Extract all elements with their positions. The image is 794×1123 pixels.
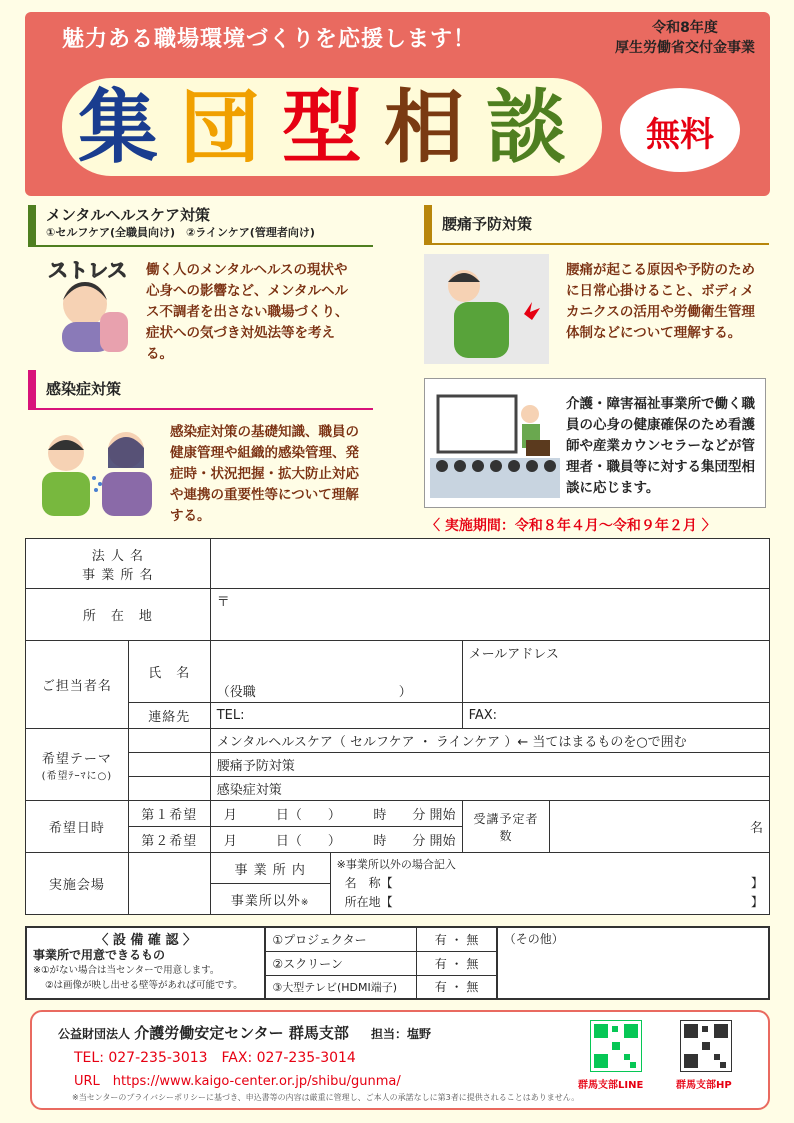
outside-office-label bbox=[210, 884, 330, 915]
address-label: 所 在 地 bbox=[26, 589, 211, 641]
tel-label: TEL: bbox=[216, 708, 245, 723]
in-office-label: 事 業 所 内 bbox=[210, 853, 330, 884]
address-input[interactable] bbox=[210, 589, 769, 641]
screen-yesno[interactable]: 有 ・ 無 bbox=[417, 951, 497, 975]
contact-person-label: ご担当者名 bbox=[26, 641, 129, 729]
title-char: 相 bbox=[384, 81, 464, 174]
corp-office-input[interactable] bbox=[210, 539, 769, 589]
outside-office-text: 事業所以外 bbox=[230, 893, 301, 909]
seminar-illustration bbox=[430, 388, 560, 498]
mental-section-header bbox=[28, 205, 373, 247]
theme-title: 希望テーマ bbox=[41, 751, 112, 767]
infection-section-header: 感染症対策 bbox=[28, 370, 373, 410]
bracket-close: 】 bbox=[750, 895, 763, 909]
footer-url[interactable]: URL https://www.kaigo-center.or.jp/shibu/gunma/ bbox=[74, 1074, 401, 1089]
fax-label: FAX: bbox=[468, 708, 498, 723]
equipment-note-1: ※①がない場合は当センターで用意します。 bbox=[33, 965, 220, 976]
contact-label: 連絡先 bbox=[128, 703, 210, 729]
equipment-tv: ③大型テレビ(HDMI端子) bbox=[265, 975, 417, 999]
bracket-close: 】 bbox=[750, 876, 763, 890]
org-name: 介護労働安定センター 群馬支部 bbox=[134, 1024, 349, 1042]
venue-label: 実施会場 bbox=[26, 853, 129, 915]
other-label: （その他） bbox=[503, 932, 564, 946]
email-input[interactable] bbox=[462, 641, 769, 703]
mental-subtitle: ①セルフケア(全職員向け) ②ラインケア(管理者向け) bbox=[46, 226, 315, 239]
name-label: 氏 名 bbox=[128, 641, 210, 703]
postal-mark: 〒 bbox=[216, 595, 230, 610]
title-char: 集 bbox=[78, 81, 158, 174]
attendees-input[interactable] bbox=[550, 801, 770, 853]
outside-office-mark: ※ bbox=[300, 897, 310, 908]
consultation-body: 介護・障害福祉事業所で働く職員の心身の健康確保のため看護師や産業カウンセラーなどが管理者・職員等に対する集団型相談に応じます。 bbox=[566, 396, 755, 496]
tel-input[interactable] bbox=[210, 703, 462, 729]
venue-name-label: 名 称【 bbox=[344, 876, 393, 890]
mental-body: 働く人のメンタルヘルスの現状や心身への影響など、メンタルヘルス不調者を出さない職場づくり、症状への気づき対処法等を考える。 bbox=[146, 262, 349, 362]
venue-address-label: 所在地【 bbox=[344, 895, 393, 909]
equipment-sub: 事業所で用意できるもの bbox=[33, 948, 166, 962]
position-field: （役職 ） bbox=[216, 685, 412, 700]
theme-check-1[interactable] bbox=[128, 729, 210, 753]
program-name: 厚生労働省交付金事業 bbox=[615, 40, 755, 56]
persons-unit: 名 bbox=[749, 821, 763, 836]
equipment-other[interactable] bbox=[497, 927, 769, 999]
equipment-note-2: ②は画像が映し出せる壁等があれば可能です。 bbox=[45, 980, 243, 991]
tagline: 魅力ある職場環境づくりを応援します！ bbox=[62, 27, 477, 52]
title-char: 談 bbox=[486, 81, 566, 174]
application-form bbox=[25, 538, 770, 915]
corp-name-label: 法 人 名 bbox=[91, 548, 144, 564]
theme-option-infection: 感染症対策 bbox=[210, 777, 769, 801]
theme-option-mental: メンタルヘルスケア（ セルフケア ・ ラインケア ）← 当てはまるものを○で囲む bbox=[210, 729, 769, 753]
privacy-note: ※当センターのプライバシーポリシーに基づき、申込書等の内容は厳重に管理し、ご本人の承諾なしに第3者に提供されることはありません。 bbox=[72, 1093, 580, 1102]
fiscal-year: 令和8年度 bbox=[652, 20, 718, 36]
theme-check-2[interactable] bbox=[128, 753, 210, 777]
fax-input[interactable] bbox=[462, 703, 769, 729]
name-input[interactable] bbox=[210, 641, 462, 703]
venue-details bbox=[330, 853, 769, 915]
office-name-label: 事 業 所 名 bbox=[82, 567, 154, 583]
equipment-heading: 〈 設 備 確 認 〉 bbox=[95, 933, 196, 948]
back-section-header: 腰痛予防対策 bbox=[424, 205, 769, 245]
title-char: 型 bbox=[282, 81, 362, 174]
theme-option-back: 腰痛予防対策 bbox=[210, 753, 769, 777]
hp-qr-icon[interactable] bbox=[680, 1020, 732, 1072]
org-prefix: 公益財団法人 bbox=[58, 1027, 131, 1041]
back-body: 腰痛が起こる原因や予防のために日常心掛けること、ボディメカニクスの活用や労働衛生管理体制などについて理解する。 bbox=[566, 262, 755, 341]
outside-note: ※事業所以外の場合記入 bbox=[336, 858, 456, 871]
fiscal-year-label bbox=[610, 18, 760, 58]
pref2-input[interactable]: 月 日（ ） 時 分 開始 bbox=[210, 827, 462, 853]
venue-check[interactable] bbox=[128, 853, 210, 915]
attendees-label: 受講予定者数 bbox=[462, 801, 550, 853]
org-line bbox=[58, 1022, 431, 1043]
pref1-label: 第１希望 bbox=[128, 801, 210, 827]
implementation-period: 〈 実施期間：令和８年４月～令和９年２月 〉 bbox=[426, 518, 716, 534]
stress-label: ストレス bbox=[48, 258, 128, 282]
mental-title: メンタルヘルスケア対策 bbox=[46, 206, 210, 224]
tv-yesno[interactable]: 有 ・ 無 bbox=[417, 975, 497, 999]
title-char: 団 bbox=[180, 81, 260, 174]
corp-office-label bbox=[26, 539, 211, 589]
infection-illustration bbox=[36, 418, 164, 518]
hp-qr-label: 群馬支部HP bbox=[676, 1080, 732, 1091]
back-pain-illustration bbox=[424, 254, 549, 364]
line-qr-icon[interactable] bbox=[590, 1020, 642, 1072]
pref1-input[interactable]: 月 日（ ） 時 分 開始 bbox=[210, 801, 462, 827]
email-label: メールアドレス bbox=[468, 647, 559, 662]
line-qr-label: 群馬支部LINE bbox=[578, 1080, 644, 1091]
footer-tel: TEL: 027-235-3013 FAX: 027-235-3014 bbox=[74, 1050, 356, 1066]
equipment-info bbox=[26, 927, 265, 999]
theme-check-3[interactable] bbox=[128, 777, 210, 801]
theme-note: (希望ﾃｰﾏに○) bbox=[41, 770, 113, 782]
pref2-label: 第２希望 bbox=[128, 827, 210, 853]
equipment-projector: ①プロジェクター bbox=[265, 927, 417, 951]
venue-address-row[interactable] bbox=[337, 893, 763, 912]
infection-body: 感染症対策の基礎知識、職員の健康管理や組織的感染管理、発症時・状況把握・拡大防止対応や連携の重要性等について理解する。 bbox=[170, 424, 359, 524]
equipment-table bbox=[25, 926, 770, 1000]
date-label: 希望日時 bbox=[26, 801, 129, 853]
equipment-screen: ②スクリーン bbox=[265, 951, 417, 975]
free-label: 無料 bbox=[646, 115, 714, 155]
projector-yesno[interactable]: 有 ・ 無 bbox=[417, 927, 497, 951]
person-in-charge: 担当：塩野 bbox=[371, 1027, 432, 1041]
theme-label bbox=[26, 729, 129, 801]
venue-name-row[interactable] bbox=[337, 874, 763, 893]
